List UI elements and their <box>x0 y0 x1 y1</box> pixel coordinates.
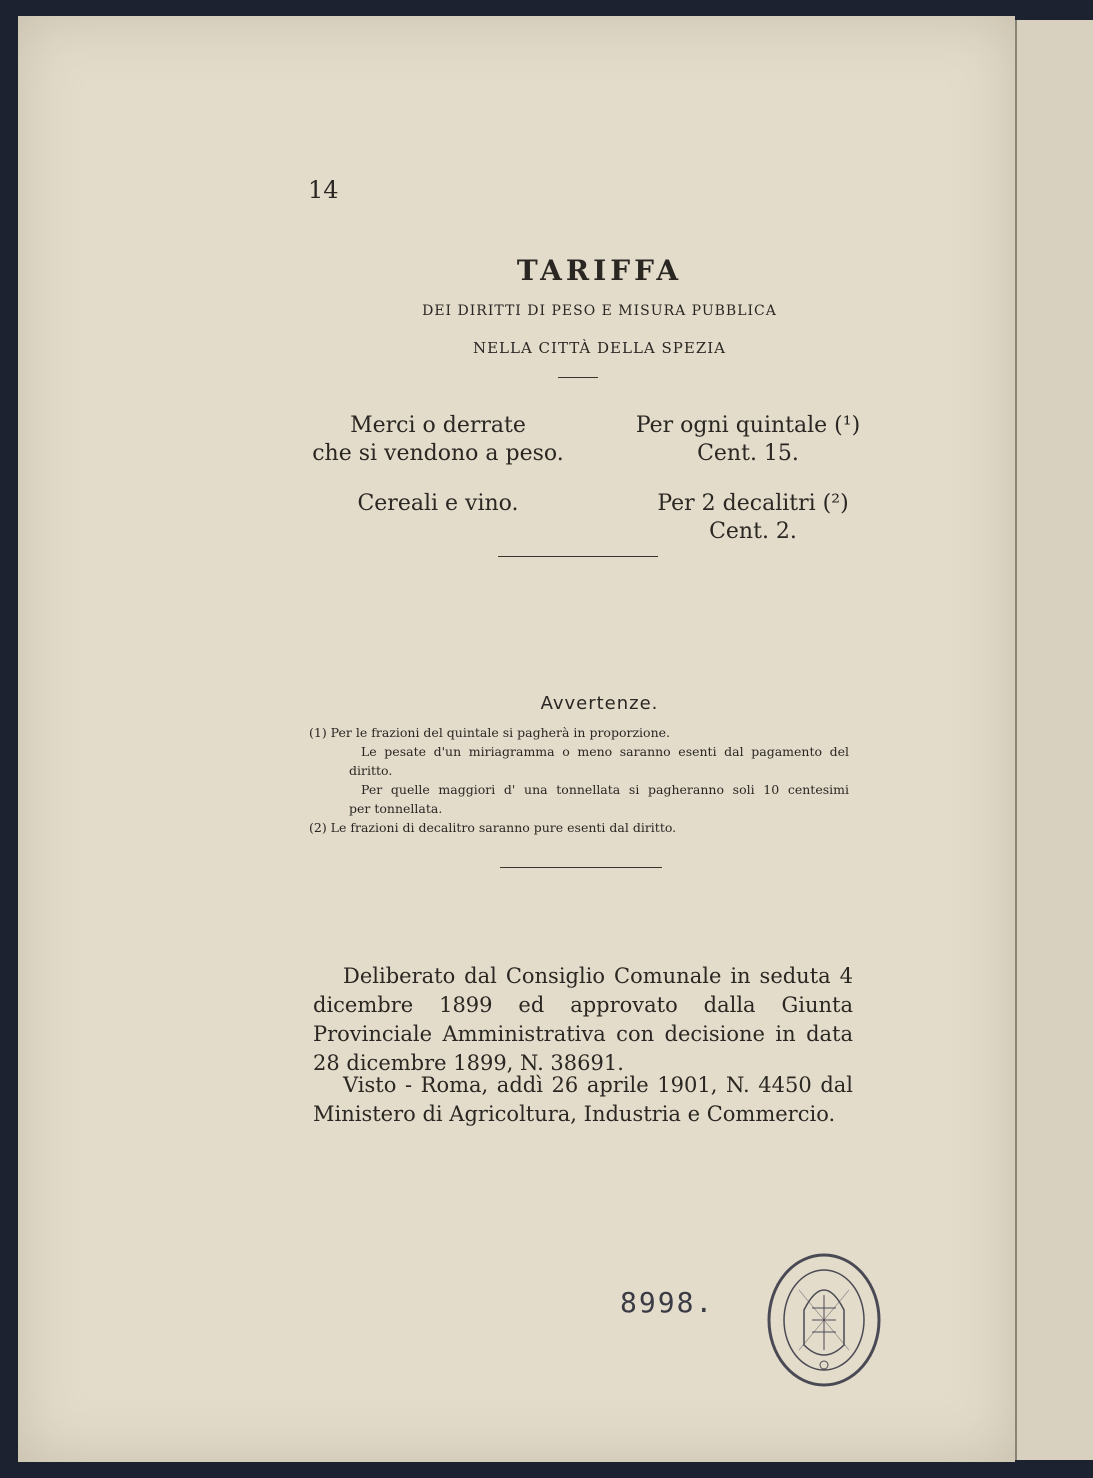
deliberation-paragraph: Deliberato dal Consiglio Comunale in seduta 4 dicembre 1899 ed approvato dalla Giunta Provinciale Amministrativa con decisione in data 28 dicembre 1899, N. 38691. <box>313 964 853 1075</box>
notes-divider <box>500 867 662 868</box>
tariff-row-2-rate <box>613 490 893 546</box>
page-title: TARIFFA <box>516 254 683 287</box>
adjacent-page-edge <box>1015 20 1093 1460</box>
tariff-row-1-goods-line-1: Merci o derrate <box>350 413 526 438</box>
notes-heading: Avvertenze. <box>540 693 659 714</box>
note-line-1: (1) Per le frazioni del quintale si pagherà in proporzione. <box>309 725 670 740</box>
tariff-row-1-unit: Per ogni quintale (¹) <box>635 413 861 438</box>
tariff-row-2-price: Cent. 2. <box>709 519 797 544</box>
tariff-row-2-goods-line-1: Cereali e vino. <box>357 491 519 516</box>
tariff-row-2-unit: Per 2 decalitri (²) <box>657 491 849 516</box>
document-page <box>18 16 1015 1462</box>
inventory-number: 8998. <box>620 1286 715 1319</box>
tariff-row-1-price: Cent. 15. <box>697 441 799 466</box>
tariff-row-1-rate <box>608 412 888 468</box>
note-line-3: diritto. <box>349 763 393 778</box>
table-divider <box>498 556 658 557</box>
note-line-2: Le pesate d'un miriagramma o meno saranno esenti dal pagamento del <box>361 744 849 759</box>
approval-paragraph: Visto - Roma, addì 26 aprile 1901, N. 4450 dal Ministero di Agricoltura, Industria e Commercio. <box>313 1073 853 1126</box>
subtitle-line-2: NELLA CITTÀ DELLA SPEZIA <box>472 339 727 357</box>
title-divider <box>558 377 598 378</box>
page-number: 14 <box>308 176 339 204</box>
note-line-5: per tonnellata. <box>349 801 443 816</box>
note-line-6: (2) Le frazioni di decalitro saranno pure esenti dal diritto. <box>309 820 677 835</box>
library-stamp-icon <box>764 1250 884 1390</box>
note-line-4: Per quelle maggiori d' una tonnellata si pagheranno soli 10 centesimi <box>361 782 849 797</box>
tariff-row-1-goods <box>288 412 588 468</box>
tariff-row-1-goods-line-2: che si vendono a peso. <box>312 441 564 466</box>
subtitle-line-1: DEI DIRITTI DI PESO E MISURA PUBBLICA <box>422 303 777 319</box>
tariff-row-2-goods <box>288 490 588 518</box>
